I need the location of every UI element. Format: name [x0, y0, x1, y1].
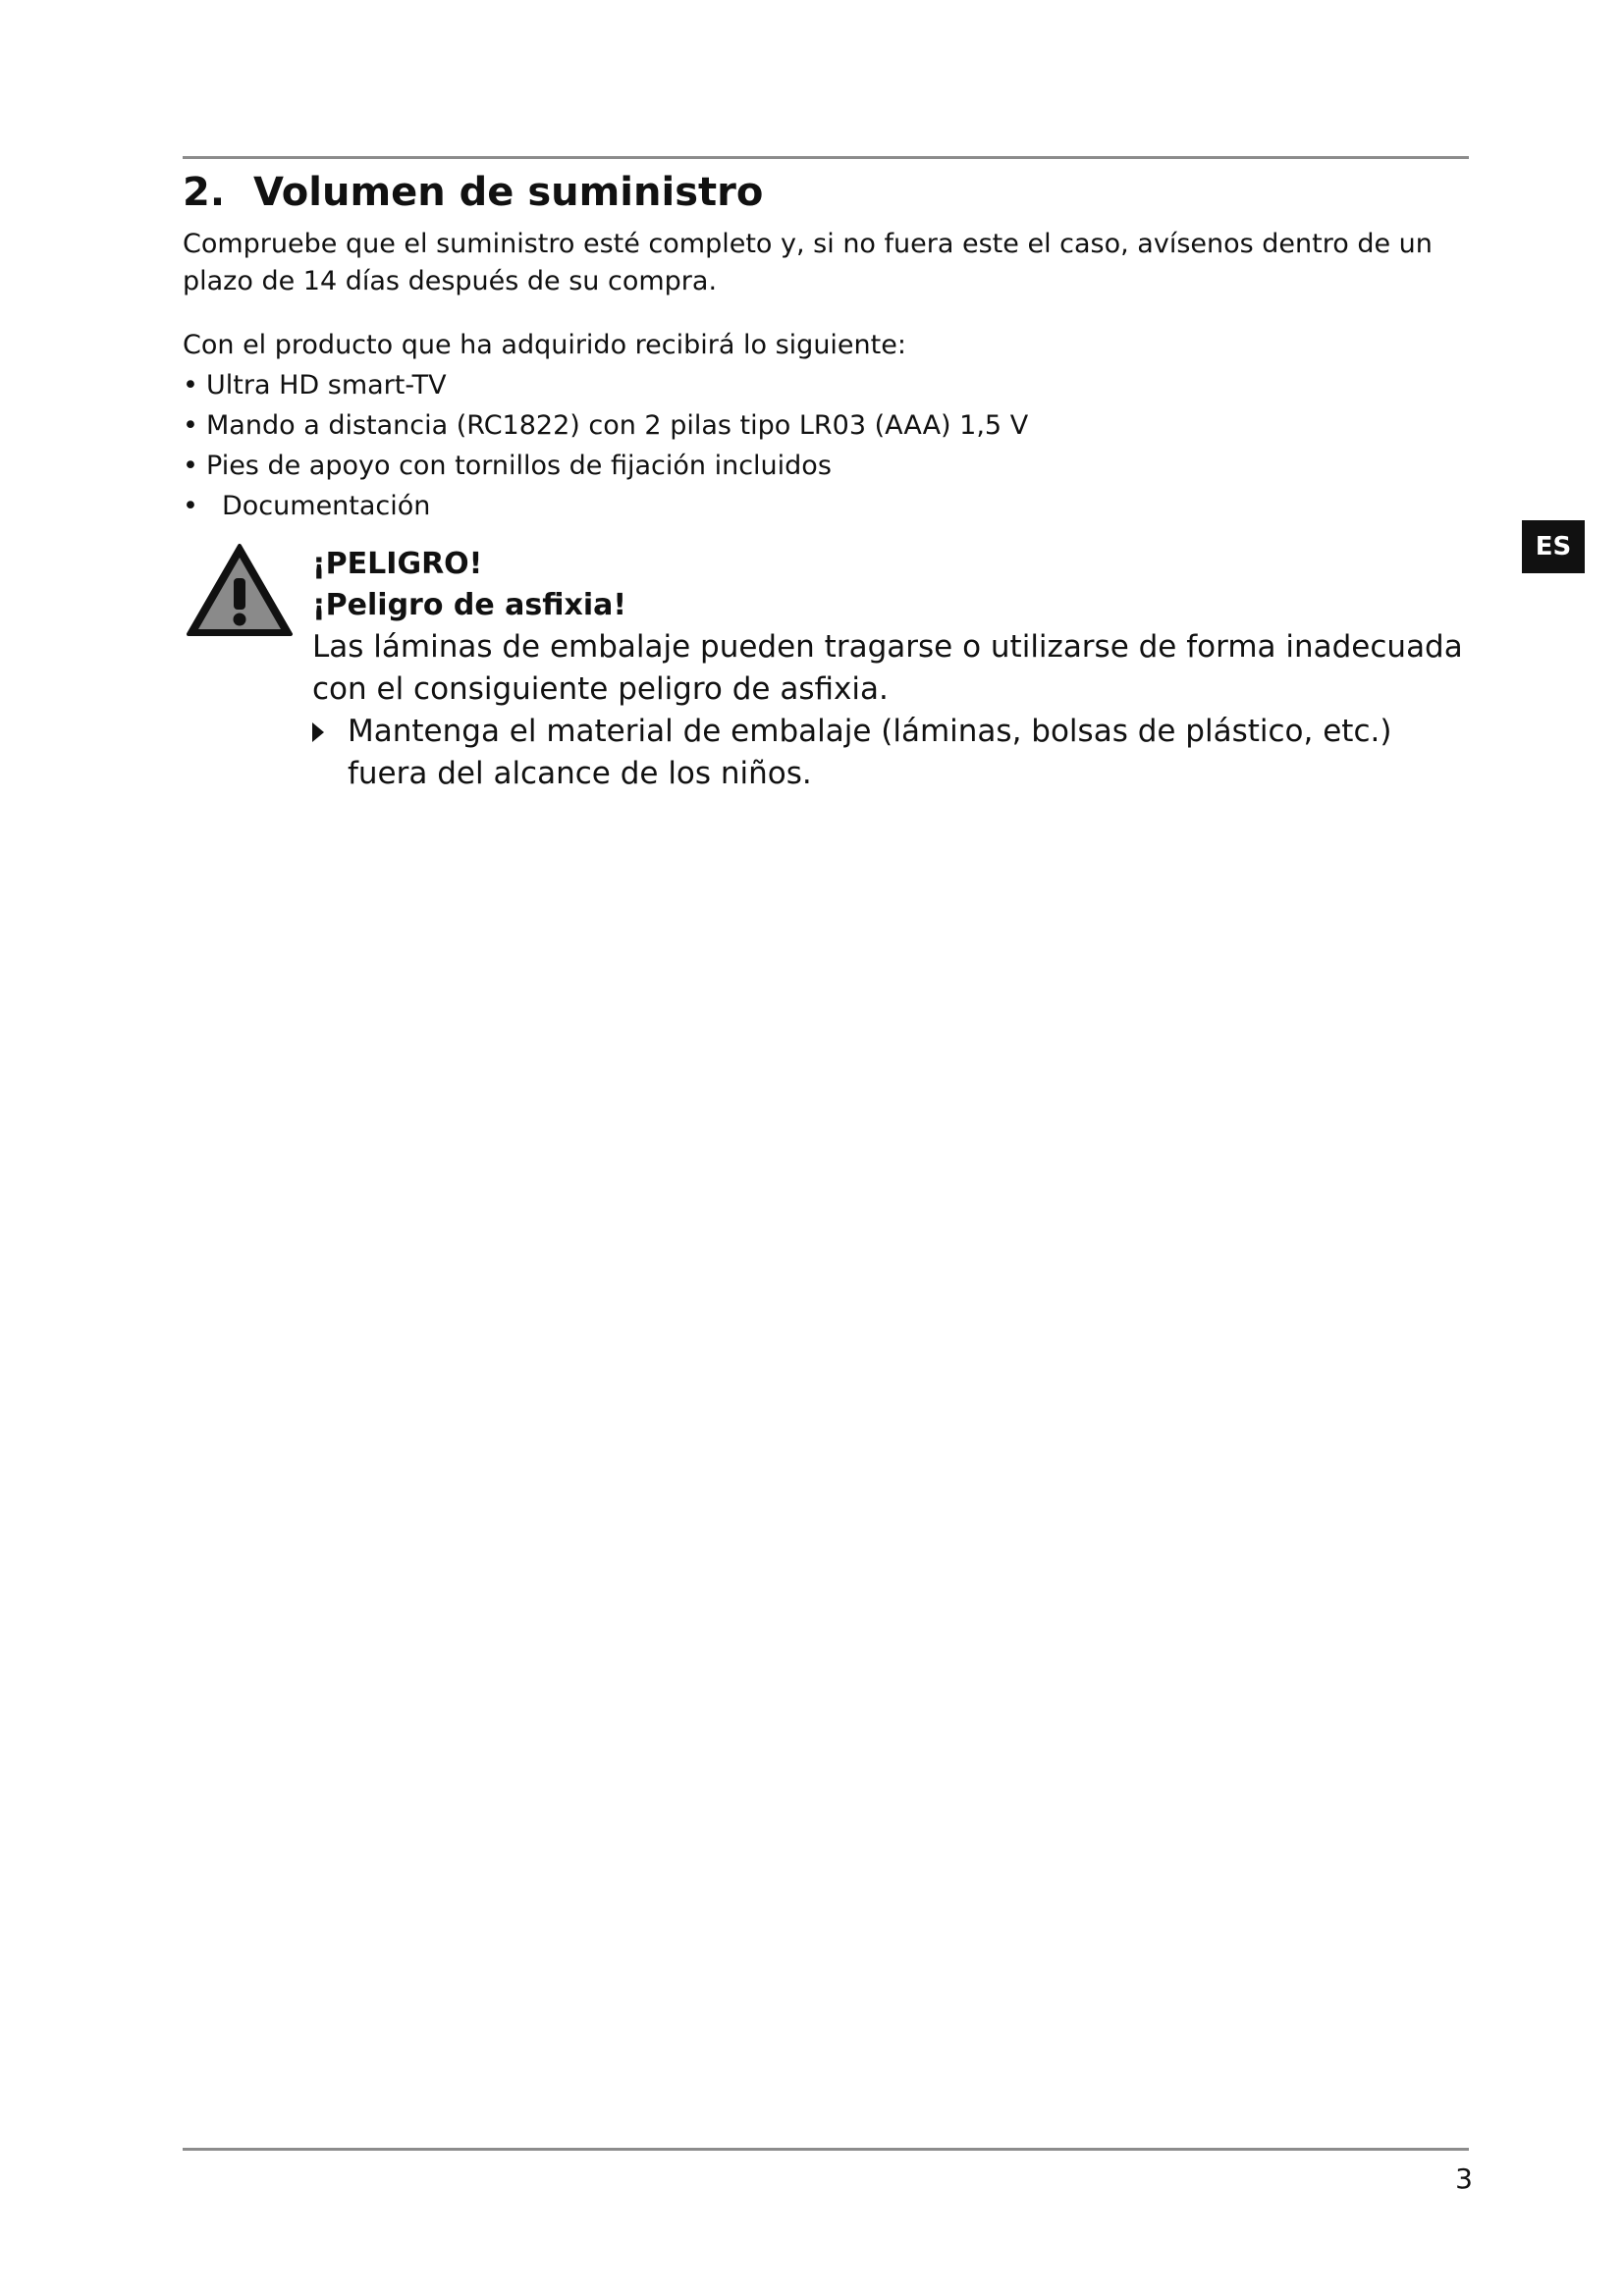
- warning-step-text: Mantenga el material de embalaje (láminas, bolsas de plástico, etc.) fuera del alcance de los niños.: [348, 714, 1392, 791]
- page-number: 3: [1455, 2163, 1473, 2195]
- section-title: Volumen de suministro: [253, 170, 764, 215]
- triangle-arrow-icon: [312, 722, 324, 742]
- bullet: •: [183, 451, 198, 481]
- warning-step: [312, 711, 1473, 795]
- warning-body: Las láminas de embalaje pueden tragarse o utilizarse de forma inadecuada con el consiguiente peligro de asfixia.: [312, 629, 1463, 707]
- bullet: •: [183, 410, 198, 441]
- bullet: •: [183, 370, 198, 400]
- list-item-text: Pies de apoyo con tornillos de fijación incluidos: [206, 451, 832, 481]
- list-item-text: Mando a distancia (RC1822) con 2 pilas tipo LR03 (AAA) 1,5 V: [206, 410, 1029, 441]
- language-tab: ES: [1522, 520, 1585, 573]
- warning-subtitle: ¡Peligro de asfixia!: [312, 588, 627, 622]
- list-item: [183, 486, 1028, 526]
- warning-triangle-icon: [185, 542, 295, 638]
- top-rule: [183, 156, 1469, 159]
- bullet: •: [183, 491, 198, 521]
- bottom-rule: [183, 2148, 1469, 2151]
- lead-paragraph: Con el producto que ha adquirido recibirá lo siguiente:: [183, 330, 906, 360]
- section-heading: [183, 163, 763, 222]
- supply-list: [183, 365, 1028, 526]
- list-item-text: Ultra HD smart-TV: [206, 370, 447, 400]
- list-item: [183, 405, 1028, 446]
- section-number: 2.: [183, 170, 226, 215]
- list-item: [183, 365, 1028, 405]
- list-item: [183, 446, 1028, 486]
- intro-paragraph: Compruebe que el suministro esté completo y, si no fuera este el caso, avísenos dentro de un plazo de 14 días después de su compra.: [183, 229, 1433, 296]
- list-item-text: Documentación: [222, 491, 431, 521]
- warning-title: ¡PELIGRO!: [312, 547, 483, 581]
